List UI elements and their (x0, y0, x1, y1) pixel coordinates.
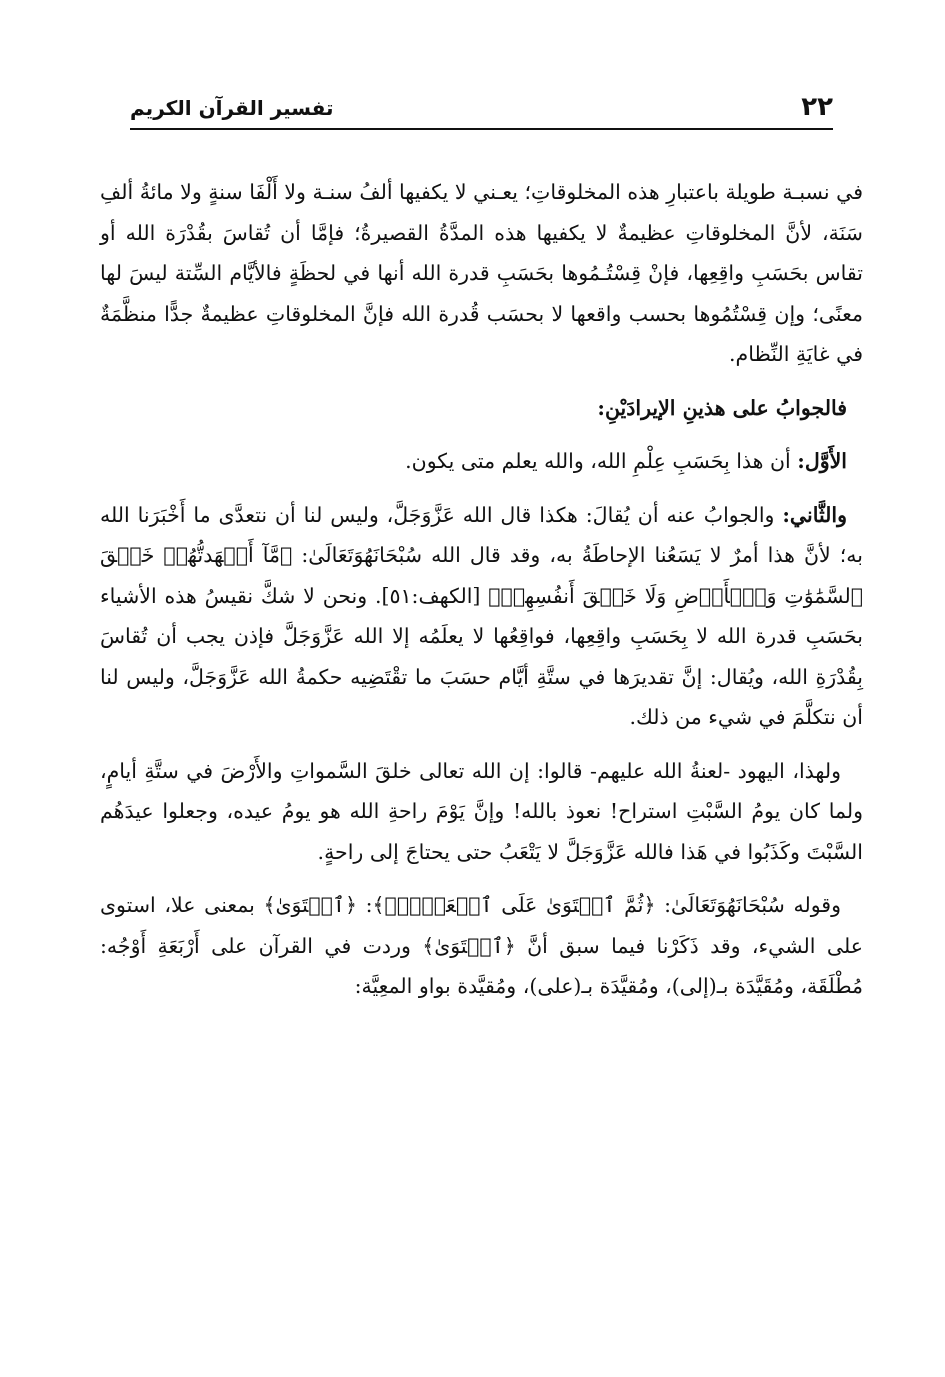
paragraph-3-text: أن هذا بِحَسَبِ عِلْمِ الله، والله يعلم متى يكون. (405, 449, 798, 473)
paragraph-6-text: وقوله سُبْحَانَهُوَتَعَالَىٰ: ﴿ثُمَّ ٱسۡتَوَىٰ عَلَى ٱلۡعَرۡشِۖ﴾: ﴿ٱسۡتَوَىٰ﴾ بمعنى علا، استوى على الشيء، وقد ذَكَرْنا فيما سبق أنَّ ﴿ٱسۡتَوَىٰ﴾ وردت في القرآن على أَرْبَعَةِ أَوْجُه: مُطْلَقَة، ومُقَيَّدَة بـ(إلى)، ومُقيَّدَة بـ(على)، ومُقيَّدة بواو المعِيَّة: (100, 893, 863, 998)
body-text (100, 172, 863, 1020)
paragraph-3 (100, 441, 863, 482)
paragraph-6 (100, 885, 863, 1007)
running-title: تفسير القرآن الكريم (130, 96, 334, 120)
header-rule (130, 128, 833, 130)
paragraph-4 (100, 495, 863, 738)
page-number: ٢٢ (801, 92, 833, 122)
paragraph-1 (100, 172, 863, 375)
paragraph-3-lead: الأَوَّل: (797, 449, 847, 473)
paragraph-4-text: والجوابُ عنه أن يُقالَ: هكذا قال الله عَزَّوَجَلَّ، وليس لنا أن نتعدَّى ما أَخْبَرَنا الله به؛ لأنَّ هذا أمرٌ لا يَسَعُنا الإحاطَةُ به، وقد قال الله سُبْحَانَهُوَتَعَالَىٰ: ﴿مَّآ أَشۡهَدتُّهُمۡ خَلۡقَ ٱلسَّمَٰوَٰتِ وَٱلۡأَرۡضِ وَلَا خَلۡقَ أَنفُسِهِمۡ﴾ [الكهف:٥١]. ونحن لا شكَّ نقيسُ هذه الأشياء بحَسَبِ قدرة الله لا بِحَسَبِ واقِعِها، فواقِعُها لا يعلَمُه إلا الله عَزَّوَجَلَّ فإذن يجب أن تُقاسَ بِقُدْرَةِ الله، ويُقال: إنَّ تقديرَها في ستَّةِ أيَّام حسَبَ ما تقْتَضِيه حكمةُ الله عَزَّوَجَلَّ، وليس لنا أن نتكلَّمَ في شيء من ذلك. (100, 502, 863, 729)
paragraph-2 (100, 388, 863, 429)
paragraph-1-text: في نسبـة طويلة باعتبارِ هذه المخلوقاتِ؛ يعـني لا يكفيها ألفُ سنـة ولا أَلْفَا سنةٍ ولا مائةُ ألفِ سَنَة، لأنَّ المخلوقاتِ عظيمةٌ لا يكفيها هذه المدَّةُ القصيرةُ؛ فإمَّا أن تُقاسَ بقُدْرَة الله أو تقاس بحَسَبِ واقِعِها، فإنْ قِسْتُـمُوها بحَسَبِ قدرة الله أنها في لحظَةٍ فالأيَّام السِّتة ليسَ لها معنًى؛ وإن قِسْتُمُوها بحسب واقعها لا بحسَب قُدرة الله فإنَّ المخلوقاتِ عظيمةٌ جدًّا منظَّمَةٌ في غايَةِ النِّظام. (100, 180, 863, 366)
paragraph-5-text: ولهذا، اليهود -لعنةُ الله عليهم- قالوا: إن الله تعالى خلقَ السَّمواتِ والأَرْضَ في ستَّةِ أيامٍ، ولما كان يومُ السَّبْتِ استراح! نعوذ بالله! وإنَّ يَوْمَ راحةِ الله هو يومُ عيده، وجعلوا عيدَهُم السَّبْتَ وكَذَبُوا في هَذا فالله عَزَّوَجَلَّ لا يَتْعَبُ حتى يحتاجَ إلى راحةٍ. (100, 758, 863, 864)
paragraph-4-lead: والثَّاني: (782, 502, 847, 527)
paragraph-5 (100, 751, 863, 873)
paragraph-2-text: فالجوابُ على هذينِ الإيرادَيْنِ: (597, 395, 847, 420)
page-header (130, 90, 833, 130)
